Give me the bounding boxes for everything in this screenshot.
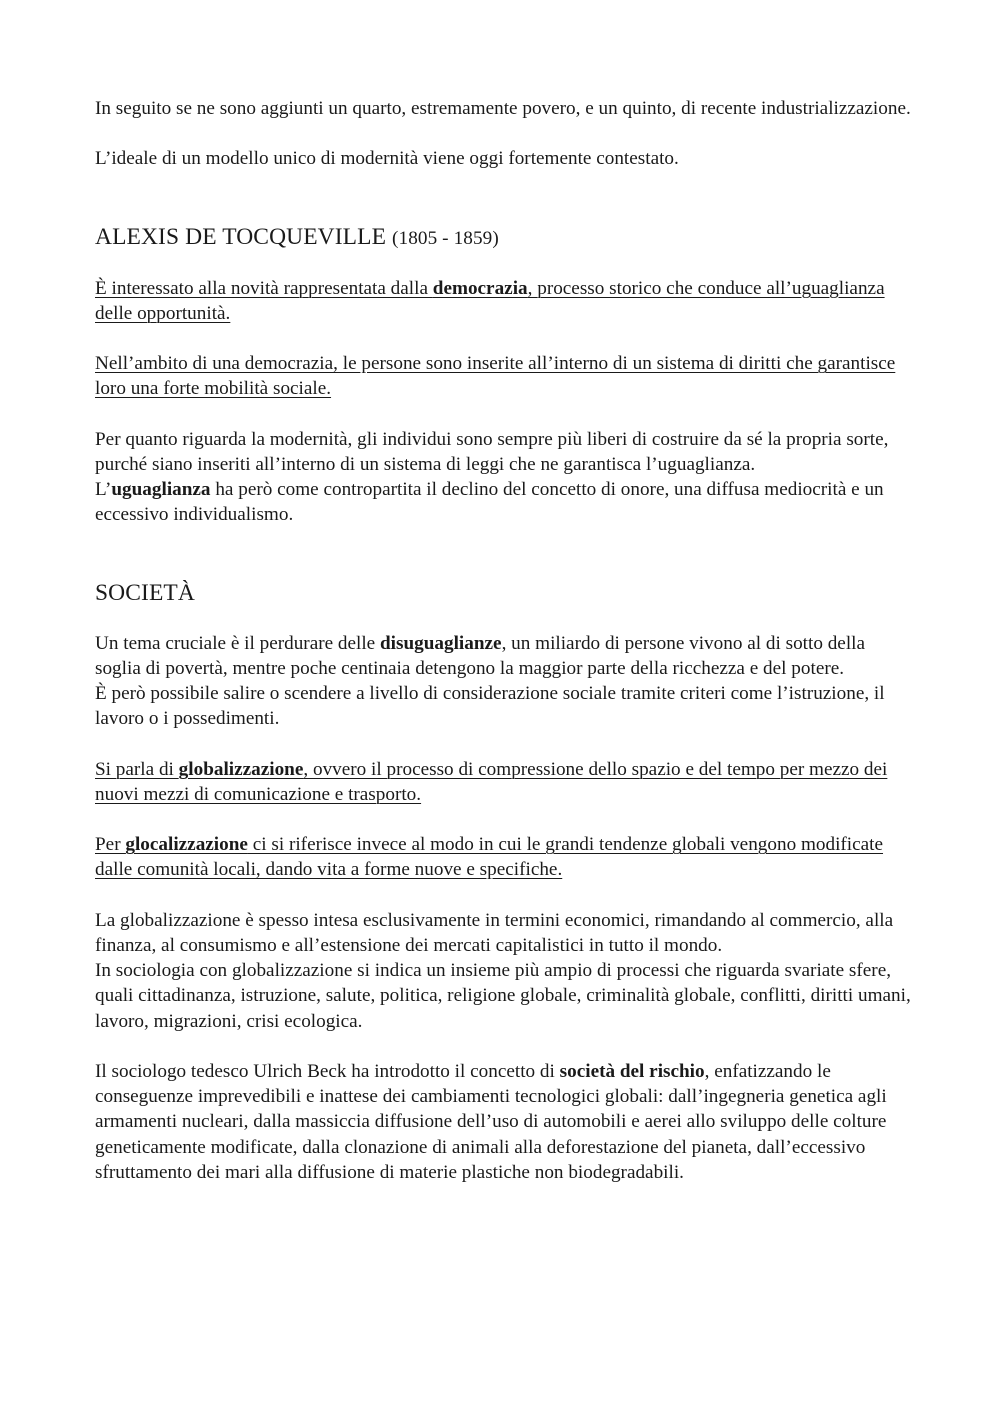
document-page — [95, 96, 915, 1185]
term-democrazia: democrazia — [432, 277, 528, 299]
societa-paragraph-3: Si parla di globalizzazione, ovvero il processo di compressione dello spazio e del tempo per mezzo dei nuovi mezzi di comunicazione e trasporto. — [95, 758, 888, 805]
term-glocalizzazione: glocalizzazione — [125, 834, 248, 856]
societa-paragraph-1: Un tema cruciale è il perdurare delle disuguaglianze, un miliardo di persone vivono al di sotto della soglia di povertà, mentre poche centinaia detengono la maggior parte della ricchezza e del potere. — [95, 632, 866, 679]
intro-paragraph-2: L’ideale di un modello unico di modernità viene oggi fortemente contestato. — [95, 148, 679, 170]
tocqueville-heading-name: ALEXIS DE TOCQUEVILLE — [95, 223, 387, 250]
tocqueville-heading — [95, 222, 915, 254]
tocqueville-paragraph-4: L’uguaglianza ha però come contropartita il declino del concetto di onore, una diffusa mediocrità e un eccessivo individualismo. — [95, 479, 884, 526]
societa-paragraph-4: Per glocalizzazione ci si riferisce invece al modo in cui le grandi tendenze globali vengono modificate dalle comunità locali, dando vita a forme nuove e specifiche. — [95, 834, 884, 881]
intro-paragraph-1: In seguito se ne sono aggiunti un quarto, estremamente povero, e un quinto, di recente industrializzazione. — [95, 98, 911, 119]
term-uguaglianza: uguaglianza — [111, 479, 211, 501]
term-societa-del-rischio: società del rischio — [559, 1060, 705, 1082]
societa-paragraph-6: In sociologia con globalizzazione si indica un insieme più ampio di processi che riguarda svariate sfere, quali cittadinanza, istruzione, salute, politica, religione globale, criminalità globale, conflitti, diritti umani, lavoro, migrazioni, crisi ecologica. — [95, 960, 911, 1032]
societa-paragraph-2: È però possibile salire o scendere a livello di considerazione sociale tramite criteri come l’istruzione, il lavoro o i possedimenti. — [95, 683, 885, 730]
tocqueville-paragraph-1: È interessato alla novità rappresentata dalla democrazia, processo storico che conduce all’uguaglianza delle opportunità. — [95, 277, 885, 324]
term-disuguaglianze: disuguaglianze — [380, 632, 502, 654]
tocqueville-paragraph-2: Nell’ambito di una democrazia, le persone sono inserite all’interno di un sistema di diritti che garantisce loro una forte mobilità sociale. — [95, 353, 896, 400]
societa-heading: SOCIETÀ — [95, 579, 195, 606]
tocqueville-paragraph-3: Per quanto riguarda la modernità, gli individui sono sempre più liberi di costruire da sé la propria sorte, purché siano inseriti all’interno di un sistema di leggi che ne garantisca l’uguaglianza. — [95, 428, 889, 475]
tocqueville-heading-dates: (1805 - 1859) — [392, 227, 499, 249]
societa-paragraph-5: La globalizzazione è spesso intesa esclusivamente in termini economici, rimandando al commercio, alla finanza, al consumismo e all’estensione dei mercati capitalistici in tutto il mondo. — [95, 909, 894, 956]
term-globalizzazione: globalizzazione — [178, 758, 304, 780]
societa-paragraph-7: Il sociologo tedesco Ulrich Beck ha introdotto il concetto di società del rischio, enfatizzando le conseguenze imprevedibili e inattese dei cambiamenti tecnologici globali: dall’ingegneria genetica agli armamenti nucleari, dalla massiccia diffusione dell’uso di automobili e aerei allo sviluppo delle colture geneticamente modificate, dalla clonazione di animali alla deforestazione del pianeta, dall’eccessivo sfruttamento dei mari alla diffusione di materie plastiche non biodegradabili. — [95, 1060, 887, 1183]
